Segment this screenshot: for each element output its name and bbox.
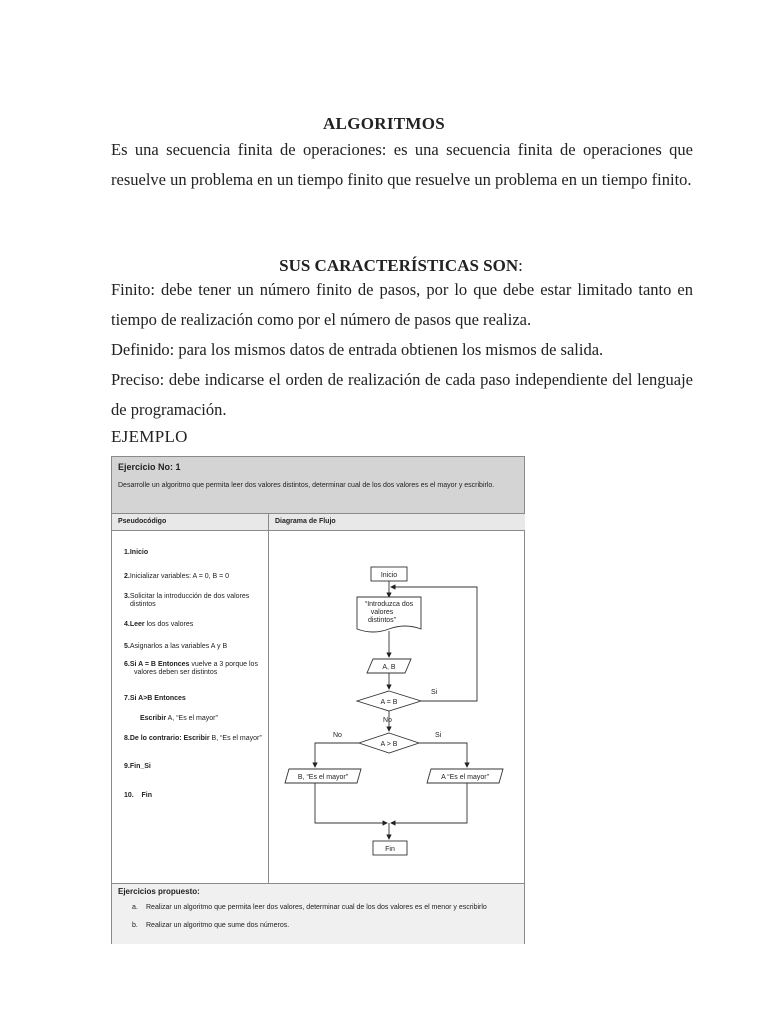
decision1-no-label: No: [383, 717, 392, 724]
end-label: Fin: [385, 846, 395, 853]
decision1-yes-label: Si: [431, 689, 438, 696]
decision2-no-label: No: [333, 732, 342, 739]
proposed-item-b: [132, 922, 522, 930]
example-label: EJEMPLO: [111, 427, 188, 446]
definition-paragraph: Es una secuencia finita de operaciones: es una secuencia finita de operaciones que resuelve un problema en un tiempo finito que resuelve un problema en un tiempo finito.: [111, 140, 693, 189]
decision1-label: A = B: [380, 699, 398, 706]
characteristic-finito: Finito: debe tener un número finito de pasos, por lo que debe estar limitado tanto en tiempo de realización como por el número de pasos que realiza.: [111, 280, 693, 329]
proposed-item-b-letter: b.: [132, 922, 138, 929]
step-5: 5.Asignarlos a las variables A y B: [124, 643, 228, 650]
prompt-line-3: distintos”: [367, 617, 397, 624]
characteristic-definido: Definido: para los mismos datos de entrada obtienen los mismos de salida.: [111, 340, 604, 359]
decision2-yes-label: Si: [435, 732, 442, 739]
characteristic-preciso: Preciso: debe indicarse el orden de realización de cada paso independiente del lenguaje de programación.: [111, 370, 693, 419]
step-7: 7.Si A>B Entonces: [124, 695, 186, 702]
characteristics-heading: [0, 256, 768, 276]
output-left-label: B, “Es el mayor”: [297, 774, 349, 781]
decision2-label: A > B: [380, 741, 398, 748]
step-8: 8.De lo contrario: Escribir B, “Es el mayor”: [124, 735, 262, 742]
proposed-item-a-text: Realizar un algoritmo que permita leer dos valores, determinar cual de los dos valores es el menor y escribirlo: [146, 904, 487, 911]
step-4: 4.Leer los dos valores: [124, 621, 194, 628]
proposed-item-b-text: Realizar un algoritmo que sume dos números.: [146, 922, 290, 929]
exercise-header: [112, 457, 524, 514]
step-3: 3.Solicitar la introducción de dos valores distintos: [124, 593, 250, 608]
prompt-line-2: valores: [370, 609, 394, 616]
step-10: 10. Fin: [124, 792, 153, 799]
page-title: ALGORITMOS: [322, 114, 446, 133]
exercise-description: Desarrolle un algoritmo que permita leer dos valores distintos, determinar cual de los dos valores es el mayor y escribirlo.: [118, 482, 495, 489]
proposed-title: Ejercicios propuesto:: [118, 887, 200, 896]
pseudocode-column-header: Pseudocódigo: [112, 514, 273, 531]
step-1: 1.Inicio: [124, 549, 149, 556]
start-label: Inicio: [380, 572, 398, 579]
read-label: A, B: [382, 664, 396, 671]
characteristics-heading-text: SUS CARACTERÍSTICAS SON: [279, 256, 519, 275]
step-6: 6.Si A = B Entonces vuelve a 3 porque los valores deben ser distintos: [124, 661, 258, 676]
step-9: 9.Fin_Si: [124, 763, 151, 770]
exercise-box: [111, 456, 525, 944]
prompt-line-1: “Introduzca dos: [364, 601, 414, 608]
proposed-item-a-letter: a.: [132, 904, 138, 911]
output-right-label: A “Es el mayor”: [441, 774, 489, 781]
characteristics-heading-colon: :: [518, 256, 523, 275]
proposed-item-a: [132, 904, 522, 920]
step-7-write: Escribir A, “Es el mayor”: [140, 715, 218, 722]
proposed-exercises: [112, 883, 524, 944]
flowchart: [269, 531, 523, 883]
exercise-title: Ejercicio No: 1: [118, 462, 181, 472]
flowchart-column-header: Diagrama de Flujo: [268, 514, 525, 531]
step-2: 2.Inicializar variables: A = 0, B = 0: [124, 573, 230, 580]
